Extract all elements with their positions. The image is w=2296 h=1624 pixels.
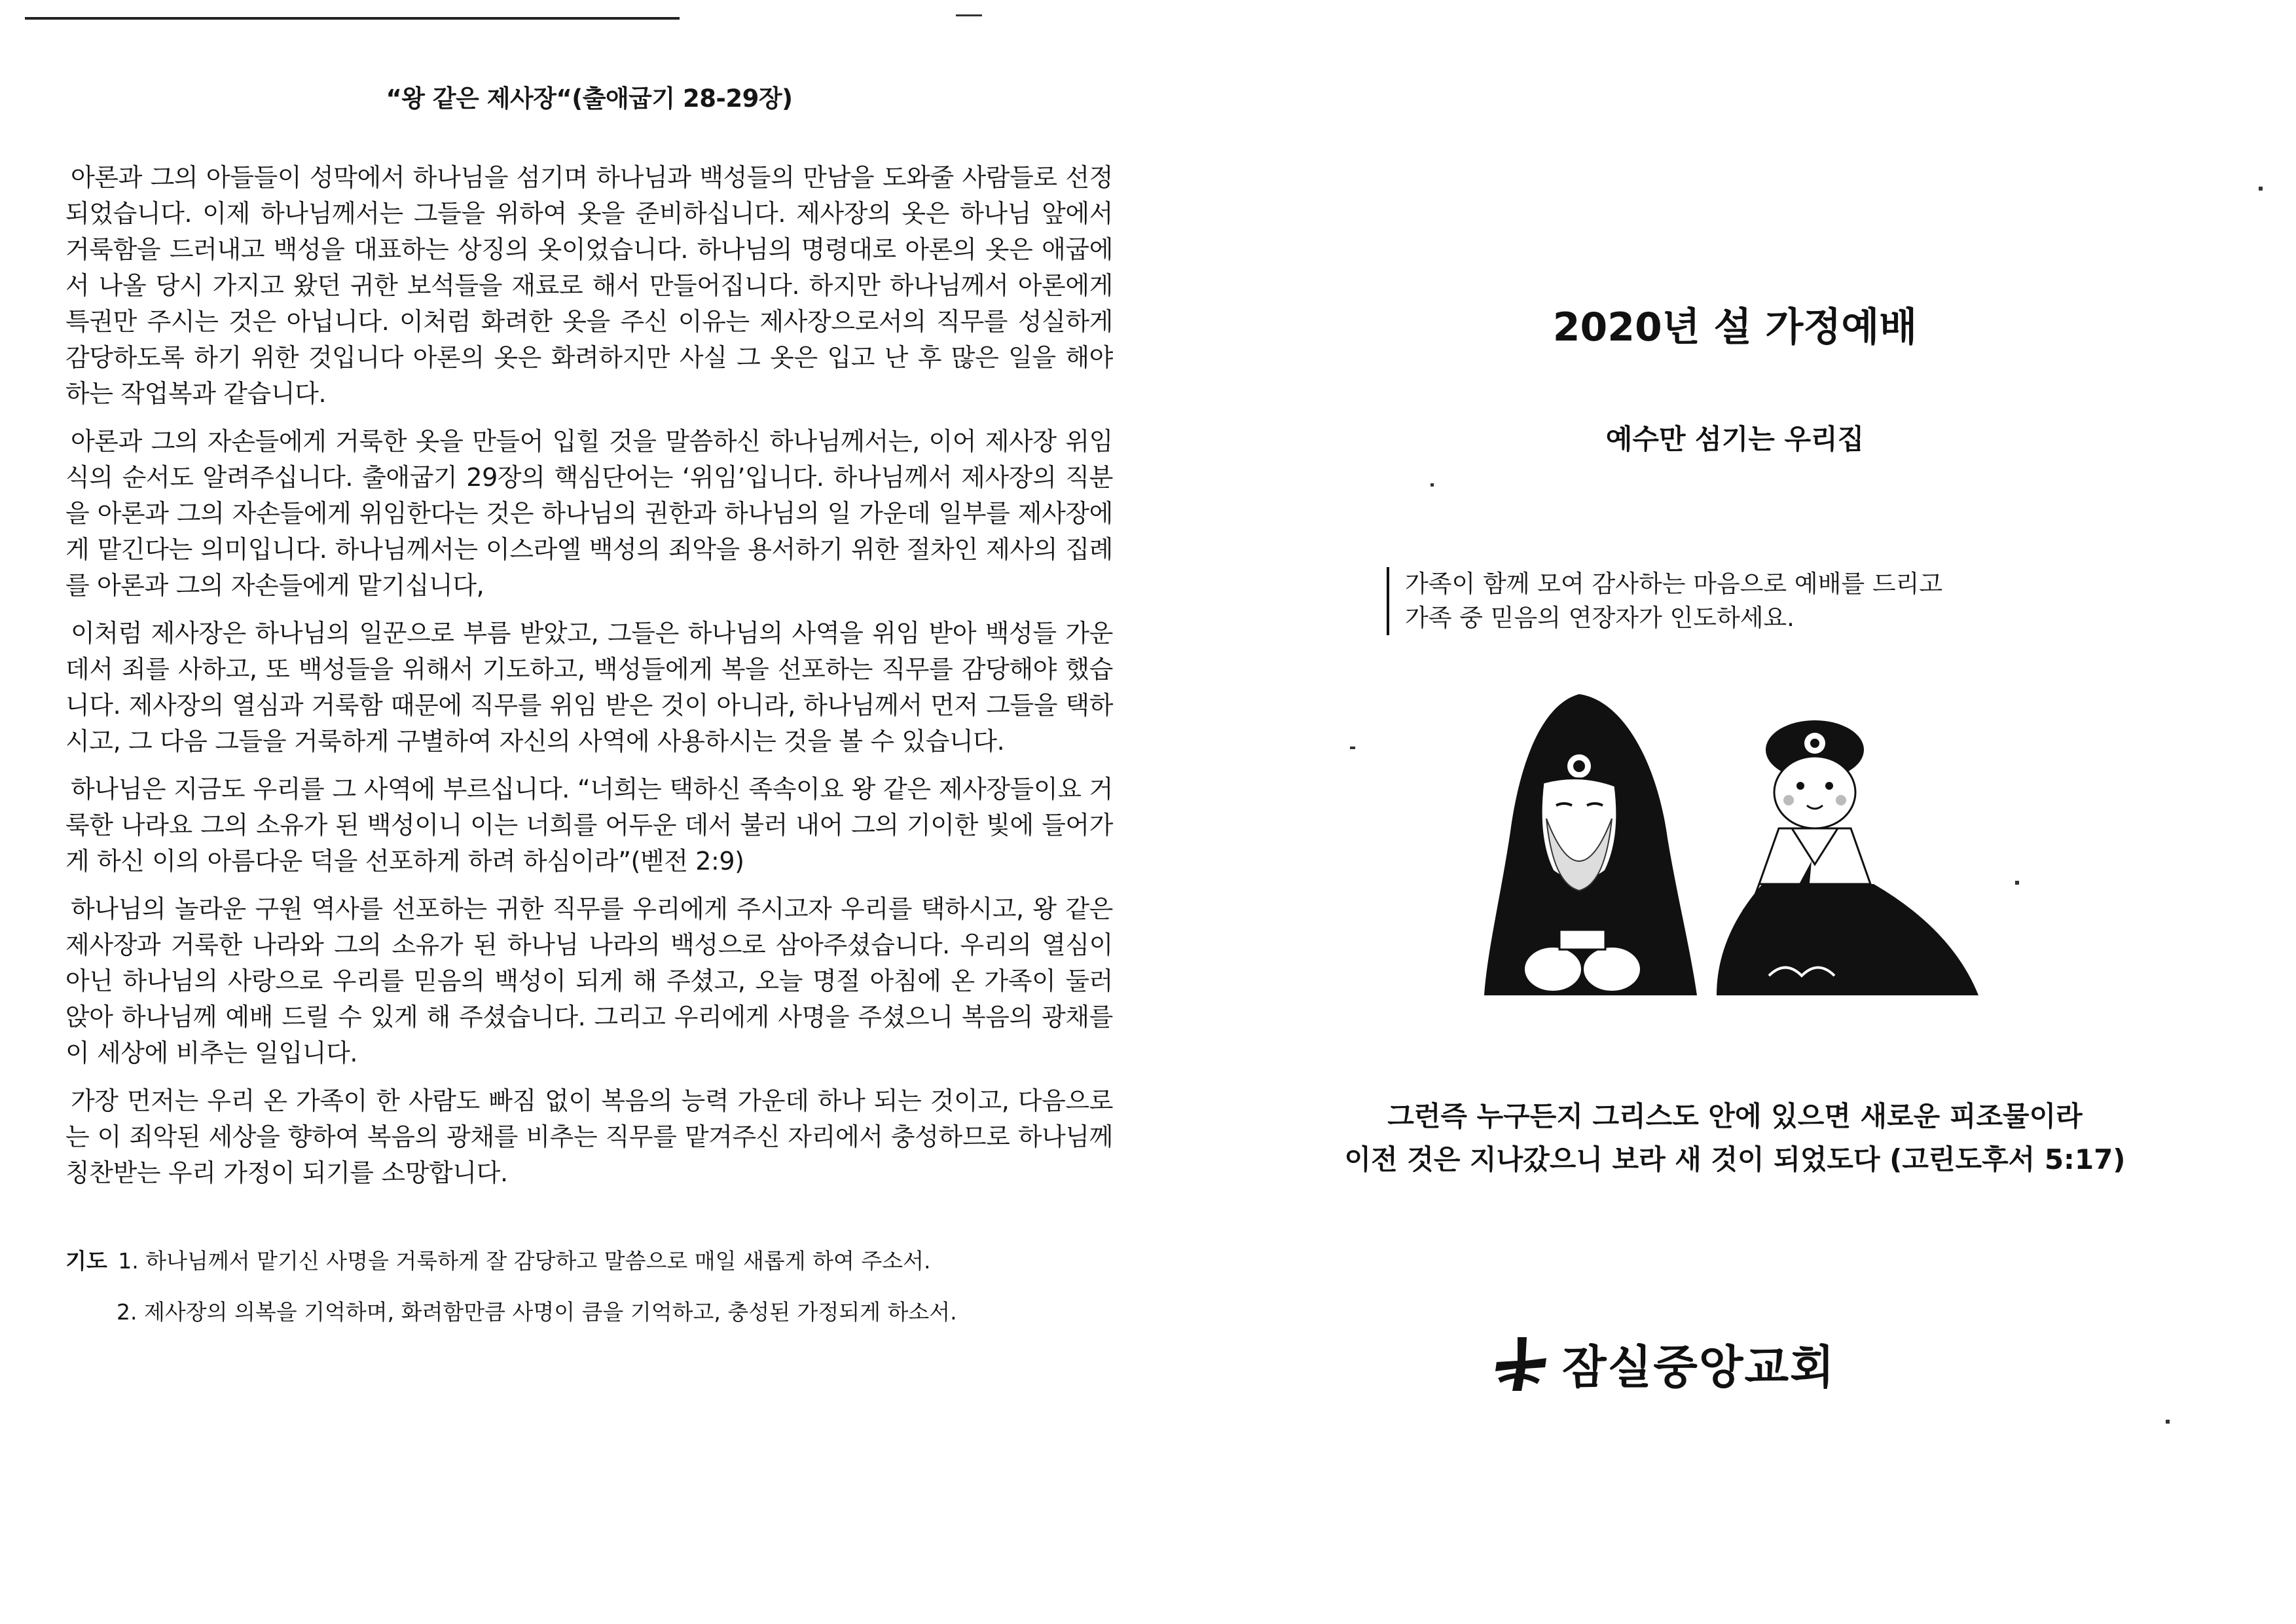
scan-speck <box>1350 747 1355 749</box>
prayer-label: 기도 <box>65 1248 107 1274</box>
church-cross-logo-icon <box>1493 1335 1549 1393</box>
bible-verse <box>1244 1095 2226 1181</box>
scan-speck <box>2015 881 2019 885</box>
prayer-line-1 <box>65 1236 1113 1287</box>
left-page <box>65 79 1113 1338</box>
scan-speck <box>2259 187 2263 191</box>
prayer-item-1: 1. 하나님께서 맡기신 사명을 거룩하게 잘 감당하고 말씀으로 매일 새롭게 하여 주소서. <box>118 1248 931 1274</box>
prayer-item-2: 2. 제사장의 의복을 기억하며, 화려함만큼 사명이 큼을 기억하고, 충성된 가정되게 하소서. <box>117 1299 957 1325</box>
scan-speck <box>1430 483 1434 487</box>
church-brand <box>1493 1331 1836 1397</box>
right-page <box>1244 0 2226 1624</box>
paragraph-4: 하나님은 지금도 우리를 그 사역에 부르십니다. “너희는 택하신 족속이요 왕 같은 제사장들이요 거룩한 나라요 그의 소유가 된 백성이니 이는 너희를 어두운 데서 불러 내어 그의 기이한 빛에 들어가게 하신 이의 아름다운 덕을 선포하게 하려 하심이라”(벧전 2:9) <box>65 775 1113 876</box>
paragraph-5: 하나님의 놀라운 구원 역사를 선포하는 귀한 직무를 우리에게 주시고자 우리를 택하시고, 왕 같은 제사장과 거룩한 나라와 그의 소유가 된 하나님 나라의 백성으로 삼아주셨습니다. 우리의 열심이 아닌 하나님의 사랑으로 우리를 믿음의 백성이 되게 해 주셨고, 오늘 명절 아침에 온 가족이 둘러 앉아 하나님께 예배 드릴 수 있게 해 주셨습니다. 그리고 우리에게 사명을 주셨으니 복음의 광채를 이 세상에 비추는 일입니다. <box>65 895 1113 1067</box>
guide-line-2: 가족 중 믿음의 연장자가 인도하세요. <box>1405 604 1795 632</box>
scan-speck <box>2166 1420 2170 1424</box>
church-name: 잠실중앙교회 <box>1562 1340 1836 1394</box>
top-rule <box>25 17 680 20</box>
scan-speck <box>956 14 982 16</box>
worship-guide <box>1387 567 1942 635</box>
verse-line-1: 그런즉 누구든지 그리스도 안에 있으면 새로운 피조물이라 <box>1387 1100 2083 1132</box>
paragraph-2: 아론과 그의 자손들에게 거룩한 옷을 만들어 입힐 것을 말씀하신 하나님께서는, 이어 제사장 위임식의 순서도 알려주십니다. 출애굽기 29장의 핵심단어는 ‘위임’입니다. 하나님께서 제사장의 직분을 아론과 그의 자손들에게 위임한다는 것은 하나님의 권한과 하나님의 일 가운데 일부를 제사장에게 맡긴다는 의미입니다. 하나님께서는 이스라엘 백성의 죄악을 용서하기 위한 절차인 제사의 집례를 아론과 그의 자손들에게 맡기십니다, <box>65 427 1113 600</box>
verse-line-2: 이전 것은 지나갔으니 보라 새 것이 되었도다 (고린도후서 5:17) <box>1344 1143 2126 1175</box>
worship-subtitle: 예수만 섬기는 우리집 <box>1605 423 1865 455</box>
paragraph-1: 아론과 그의 아들들이 성막에서 하나님을 섬기며 하나님과 백성들의 만남을 도와줄 사람들로 선정되었습니다. 이제 하나님께서는 그들을 위하여 옷을 준비하십니다. 제사장의 옷은 하나님 앞에서 거룩함을 드러내고 백성을 대표하는 상징의 옷이었습니다. 하나님의 명령대로 아론의 옷은 애굽에서 나올 당시 가지고 왔던 귀한 보석들을 재료로 해서 만들어집니다. 하지만 하나님께서 아론에게 특권만 주시는 것은 아닙니다. 이처럼 화려한 옷을 주신 이유는 제사장으로서의 직무를 성실하게 감당하도록 하기 위한 것입니다 아론의 옷은 화려하지만 사실 그 옷은 입고 난 후 많은 일을 해야 하는 작업복과 같습니다. <box>65 163 1113 408</box>
worship-title: 2020년 설 가정예배 <box>1552 304 1918 350</box>
paragraph-3: 이처럼 제사장은 하나님의 일꾼으로 부름 받았고, 그들은 하나님의 사역을 위임 받아 백성들 가운데서 죄를 사하고, 또 백성들을 위해서 기도하고, 백성들에게 복을 선포하는 직무를 감당해야 했습니다. 제사장의 열심과 거룩함 때문에 직무를 위임 받은 것이 아니라, 하나님께서 먼저 그들을 택하시고, 그 다음 그들을 거룩하게 구별하여 자신의 사역에 사용하시는 것을 볼 수 있습니다. <box>65 619 1113 756</box>
prayer-section <box>65 1236 1113 1338</box>
guide-line-1: 가족이 함께 모여 감사하는 마음으로 예배를 드리고 <box>1405 570 1943 598</box>
paragraph-6: 가장 먼저는 우리 온 가족이 한 사람도 빠짐 없이 복음의 능력 가운데 하나 되는 것이고, 다음으로는 이 죄악된 세상을 향하여 복음의 광채를 비추는 직무를 맡겨주신 자리에서 충성하므로 하나님께 칭찬받는 우리 가정이 되기를 소망합니다. <box>65 1086 1113 1187</box>
hanbok-couple-bowing-icon <box>1481 688 1978 1028</box>
sermon-title: “왕 같은 제사장“(출애굽기 28-29장) <box>386 84 793 113</box>
